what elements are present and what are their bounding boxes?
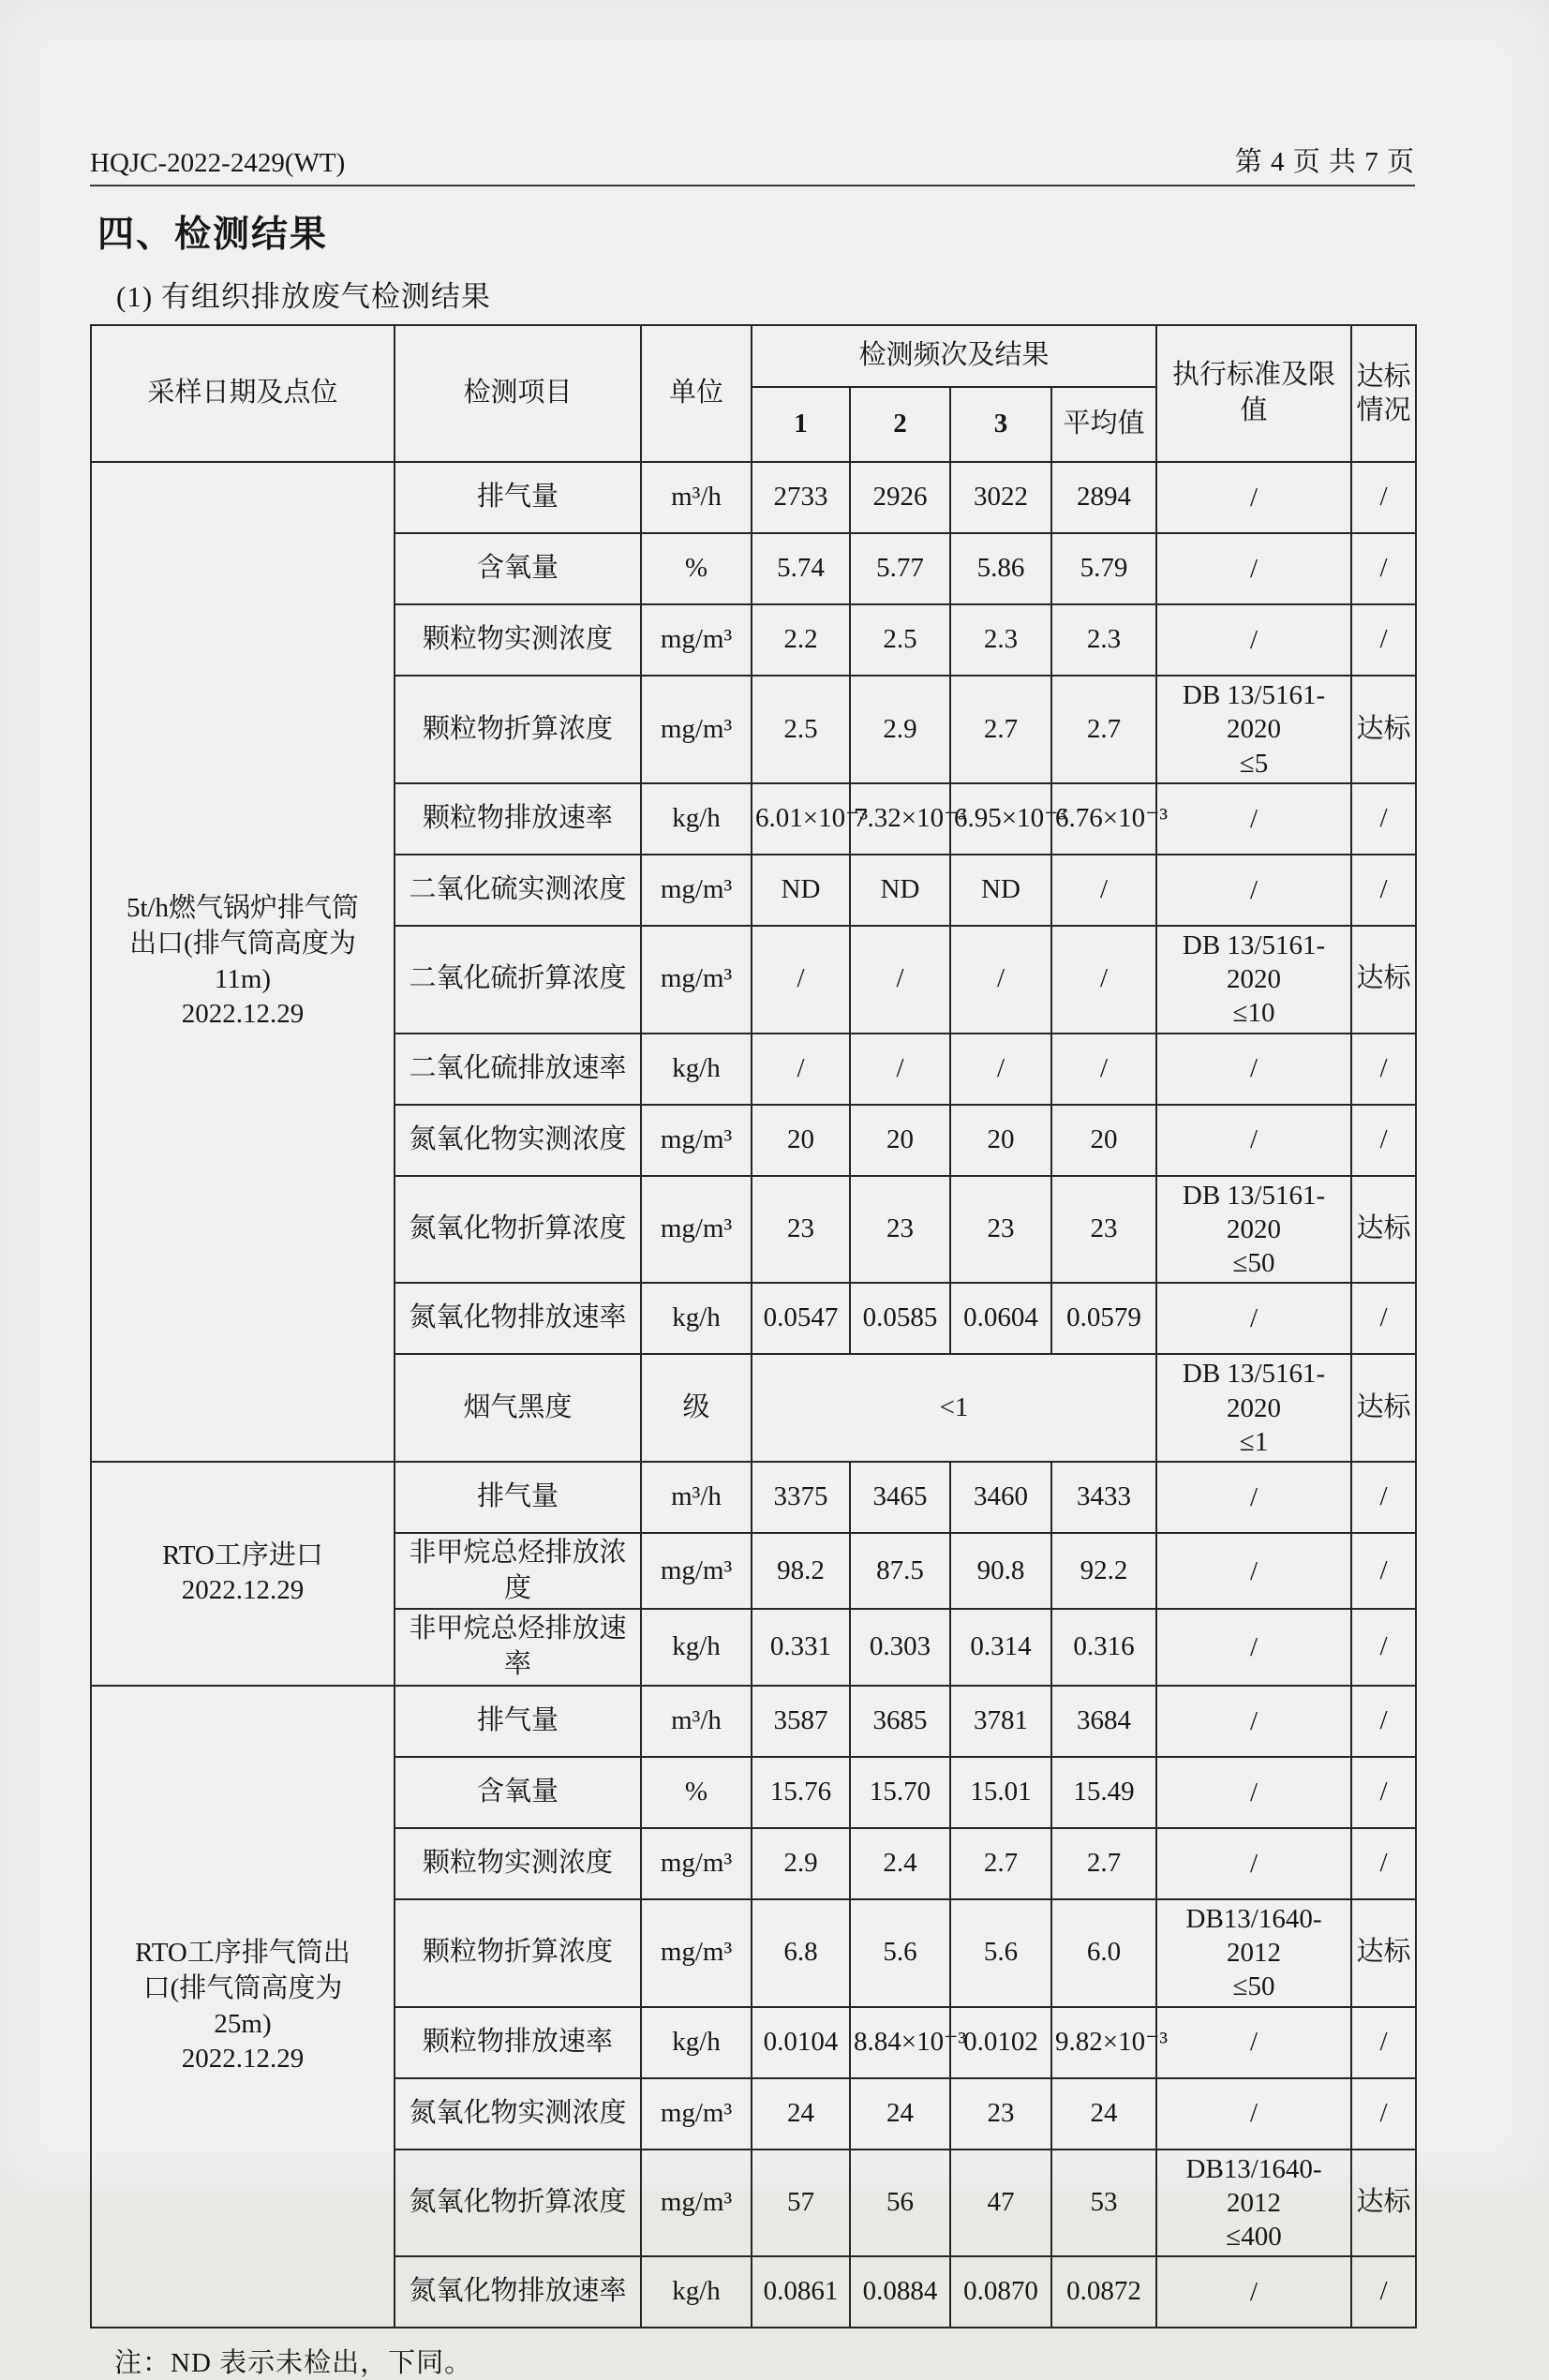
run-3-value-cell: 23	[950, 1176, 1051, 1284]
footnote: 注：ND 表示未检出，下同。	[114, 2348, 473, 2379]
compliance-cell: 达标	[1351, 1899, 1416, 2007]
subsection-title: (1) 有组织排放废气检测结果	[116, 280, 491, 313]
standard-cell	[1156, 1354, 1351, 1462]
run-3-value-cell: /	[950, 1034, 1051, 1105]
standard-cell	[1156, 1105, 1351, 1176]
standard-name: DB13/1640-2012	[1185, 1903, 1322, 1968]
run-2-value-cell: /	[850, 926, 950, 1034]
header-compliance-line2: 情况	[1356, 395, 1411, 425]
run-3-value-cell: 0.0604	[950, 1283, 1051, 1354]
run-3-value-cell: 0.0870	[950, 2256, 1051, 2328]
page-content	[90, 141, 1415, 2380]
header-compliance-line1: 达标	[1356, 361, 1411, 392]
standard-cell	[1156, 1757, 1351, 1828]
standard-cell	[1156, 533, 1351, 604]
compliance-cell: /	[1351, 2256, 1416, 2328]
compliance-cell: 达标	[1351, 676, 1416, 783]
run-1-value-cell: 0.0861	[752, 2256, 850, 2328]
run-2-value-cell: 87.5	[850, 1533, 950, 1609]
run-1-value-cell: /	[752, 1034, 850, 1105]
average-value-cell: 3433	[1051, 1462, 1156, 1533]
compliance-cell: 达标	[1351, 1176, 1416, 1284]
test-item-cell: 颗粒物实测浓度	[395, 604, 641, 676]
run-3-value-cell: 47	[950, 2149, 1051, 2257]
average-value-cell: 9.82×10⁻³	[1051, 2007, 1156, 2078]
run-1-value-cell: ND	[752, 855, 850, 926]
average-value-cell: /	[1051, 1034, 1156, 1105]
unit-cell: mg/m³	[641, 855, 752, 926]
standard-limit: ≤1	[1239, 1426, 1269, 1457]
test-item-cell: 颗粒物折算浓度	[395, 1899, 641, 2007]
test-item-cell: 氮氧化物实测浓度	[395, 2078, 641, 2149]
standard-limit: ≤400	[1226, 2222, 1282, 2252]
header-frequency-group: 检测频次及结果	[752, 325, 1156, 387]
compliance-cell: /	[1351, 1034, 1416, 1105]
unit-cell: mg/m³	[641, 1105, 752, 1176]
run-3-value-cell: 2.7	[950, 676, 1051, 783]
standard-cell	[1156, 462, 1351, 533]
run-3-value-cell: 6.95×10⁻³	[950, 783, 1051, 855]
sampling-location-cell: 5t/h燃气锅炉排气筒 出口(排气筒高度为 11m) 2022.12.29	[91, 462, 395, 1462]
unit-cell: mg/m³	[641, 676, 752, 783]
run-2-value-cell: 0.303	[850, 1609, 950, 1685]
run-1-value-cell: 6.01×10⁻³	[752, 783, 850, 855]
run-3-value-cell: 5.6	[950, 1899, 1051, 2007]
run-1-value-cell: 6.8	[752, 1899, 850, 2007]
unit-cell: mg/m³	[641, 1176, 752, 1284]
standard-cell	[1156, 1609, 1351, 1685]
run-3-value-cell: 3781	[950, 1686, 1051, 1757]
test-item-cell: 颗粒物排放速率	[395, 2007, 641, 2078]
run-1-value-cell: 2.9	[752, 1828, 850, 1899]
compliance-cell: /	[1351, 1686, 1416, 1757]
compliance-cell: /	[1351, 783, 1416, 855]
unit-cell: mg/m³	[641, 604, 752, 676]
header-compliance	[1351, 325, 1416, 462]
average-value-cell: 15.49	[1051, 1757, 1156, 1828]
results-table-body	[91, 462, 1416, 2328]
compliance-cell: /	[1351, 462, 1416, 533]
unit-cell: m³/h	[641, 462, 752, 533]
average-value-cell: 0.316	[1051, 1609, 1156, 1685]
compliance-cell: /	[1351, 855, 1416, 926]
run-2-value-cell: 24	[850, 2078, 950, 2149]
average-value-cell: 6.0	[1051, 1899, 1156, 2007]
test-item-cell: 排气量	[395, 462, 641, 533]
page-indicator: 第 4 页 共 7 页	[1234, 147, 1415, 177]
run-1-value-cell: 0.0547	[752, 1283, 850, 1354]
run-1-value-cell: 15.76	[752, 1757, 850, 1828]
compliance-cell: /	[1351, 1533, 1416, 1609]
unit-cell: mg/m³	[641, 926, 752, 1034]
average-value-cell: 24	[1051, 2078, 1156, 2149]
run-3-value-cell: /	[950, 926, 1051, 1034]
header-run-2: 2	[850, 387, 950, 462]
run-2-value-cell: /	[850, 1034, 950, 1105]
standard-cell	[1156, 1283, 1351, 1354]
run-2-value-cell: 23	[850, 1176, 950, 1284]
standard-name: /	[1249, 874, 1259, 905]
average-value-cell: 5.79	[1051, 533, 1156, 604]
page-header	[90, 141, 1415, 186]
standard-name: /	[1249, 1124, 1259, 1155]
standard-cell	[1156, 2078, 1351, 2149]
test-item-cell: 颗粒物实测浓度	[395, 1828, 641, 1899]
table-row	[91, 1462, 1416, 1533]
average-value-cell: /	[1051, 855, 1156, 926]
unit-cell: kg/h	[641, 1283, 752, 1354]
run-1-value-cell: 3375	[752, 1462, 850, 1533]
run-2-value-cell: 3685	[850, 1686, 950, 1757]
unit-cell: kg/h	[641, 2256, 752, 2328]
unit-cell: %	[641, 533, 752, 604]
run-3-value-cell: 0.314	[950, 1609, 1051, 1685]
run-1-value-cell: 23	[752, 1176, 850, 1284]
sampling-location-cell: RTO工序排气筒出 口(排气筒高度为 25m) 2022.12.29	[91, 1686, 395, 2328]
standard-name: /	[1249, 1481, 1259, 1512]
standard-cell	[1156, 1462, 1351, 1533]
run-3-value-cell: 3022	[950, 462, 1051, 533]
standard-name: /	[1249, 2027, 1259, 2058]
standard-name: /	[1249, 1303, 1259, 1334]
standard-name: /	[1249, 1555, 1259, 1586]
run-2-value-cell: 8.84×10⁻³	[850, 2007, 950, 2078]
run-1-value-cell: 0.331	[752, 1609, 850, 1685]
compliance-cell: /	[1351, 1609, 1416, 1685]
standard-limit: ≤50	[1232, 1248, 1275, 1278]
run-2-value-cell: 20	[850, 1105, 950, 1176]
standard-name: /	[1249, 624, 1259, 655]
standard-cell	[1156, 1034, 1351, 1105]
test-item-cell: 颗粒物折算浓度	[395, 676, 641, 783]
average-value-cell: 92.2	[1051, 1533, 1156, 1609]
test-item-cell: 二氧化硫排放速率	[395, 1034, 641, 1105]
run-2-value-cell: 0.0585	[850, 1283, 950, 1354]
header-row-1	[91, 325, 1416, 387]
standard-name: DB 13/5161-2020	[1182, 680, 1326, 745]
run-2-value-cell: 7.32×10⁻³	[850, 783, 950, 855]
header-sampling-location: 采样日期及点位	[91, 325, 395, 462]
test-item-cell: 氮氧化物排放速率	[395, 1283, 641, 1354]
header-unit: 单位	[641, 325, 752, 462]
results-table-head	[91, 325, 1416, 462]
test-item-cell: 非甲烷总烃排放速率	[395, 1609, 641, 1685]
unit-cell: mg/m³	[641, 1828, 752, 1899]
average-value-cell: /	[1051, 926, 1156, 1034]
compliance-cell: /	[1351, 2007, 1416, 2078]
standard-name: /	[1249, 1848, 1259, 1879]
run-3-value-cell: 20	[950, 1105, 1051, 1176]
compliance-cell: /	[1351, 1757, 1416, 1828]
standard-name: DB 13/5161-2020	[1182, 930, 1326, 994]
unit-cell: kg/h	[641, 1609, 752, 1685]
standard-name: /	[1249, 553, 1259, 584]
standard-cell	[1156, 2149, 1351, 2257]
compliance-cell: 达标	[1351, 1354, 1416, 1462]
standard-cell	[1156, 1686, 1351, 1757]
standard-cell	[1156, 855, 1351, 926]
unit-cell: m³/h	[641, 1686, 752, 1757]
standard-cell	[1156, 1176, 1351, 1284]
unit-cell: mg/m³	[641, 1533, 752, 1609]
standard-name: DB 13/5161-2020	[1182, 1359, 1326, 1423]
standard-cell	[1156, 1899, 1351, 2007]
run-3-value-cell: 90.8	[950, 1533, 1051, 1609]
test-item-cell: 氮氧化物实测浓度	[395, 1105, 641, 1176]
run-1-value-cell: 2.5	[752, 676, 850, 783]
standard-name: /	[1249, 1631, 1259, 1662]
standard-name: /	[1249, 2277, 1259, 2308]
test-item-cell: 二氧化硫折算浓度	[395, 926, 641, 1034]
standard-cell	[1156, 783, 1351, 855]
run-3-value-cell: 2.3	[950, 604, 1051, 676]
compliance-cell: 达标	[1351, 926, 1416, 1034]
unit-cell: mg/m³	[641, 2078, 752, 2149]
compliance-cell: /	[1351, 604, 1416, 676]
average-value-cell: 53	[1051, 2149, 1156, 2257]
unit-cell: kg/h	[641, 2007, 752, 2078]
run-3-value-cell: 15.01	[950, 1757, 1051, 1828]
average-value-cell: 23	[1051, 1176, 1156, 1284]
standard-name: /	[1249, 2098, 1259, 2129]
run-3-value-cell: 23	[950, 2078, 1051, 2149]
standard-limit: ≤50	[1232, 1971, 1275, 2002]
header-average: 平均值	[1051, 387, 1156, 462]
doc-number: HQJC-2022-2429(WT)	[90, 148, 346, 178]
run-2-value-cell: 56	[850, 2149, 950, 2257]
run-2-value-cell: 15.70	[850, 1757, 950, 1828]
run-1-value-cell: /	[752, 926, 850, 1034]
compliance-cell: /	[1351, 1283, 1416, 1354]
test-item-cell: 二氧化硫实测浓度	[395, 855, 641, 926]
run-1-value-cell: 5.74	[752, 533, 850, 604]
table-row	[91, 462, 1416, 533]
run-2-value-cell: 2.9	[850, 676, 950, 783]
average-value-cell: 20	[1051, 1105, 1156, 1176]
run-3-value-cell: 2.7	[950, 1828, 1051, 1899]
test-item-cell: 氮氧化物折算浓度	[395, 1176, 641, 1284]
run-2-value-cell: 5.6	[850, 1899, 950, 2007]
run-1-value-cell: 3587	[752, 1686, 850, 1757]
standard-name: DB13/1640-2012	[1185, 2153, 1322, 2218]
standard-cell	[1156, 1828, 1351, 1899]
results-table	[90, 324, 1417, 2328]
compliance-cell: /	[1351, 2078, 1416, 2149]
test-item-cell: 含氧量	[395, 1757, 641, 1828]
run-2-value-cell: 3465	[850, 1462, 950, 1533]
standard-name: /	[1249, 1053, 1259, 1084]
unit-cell: 级	[641, 1354, 752, 1462]
standard-cell	[1156, 2256, 1351, 2328]
average-value-cell: 2.7	[1051, 1828, 1156, 1899]
run-3-value-cell: 0.0102	[950, 2007, 1051, 2078]
run-1-value-cell: 24	[752, 2078, 850, 2149]
average-value-cell: 0.0872	[1051, 2256, 1156, 2328]
average-value-cell: 0.0579	[1051, 1283, 1156, 1354]
run-2-value-cell: 2.4	[850, 1828, 950, 1899]
average-value-cell: 2.7	[1051, 676, 1156, 783]
run-2-value-cell: 2926	[850, 462, 950, 533]
run-1-value-cell: 98.2	[752, 1533, 850, 1609]
run-3-value-cell: ND	[950, 855, 1051, 926]
compliance-cell: /	[1351, 1828, 1416, 1899]
standard-name: DB 13/5161-2020	[1182, 1180, 1326, 1244]
run-1-value-cell: 57	[752, 2149, 850, 2257]
test-item-cell: 排气量	[395, 1462, 641, 1533]
run-2-value-cell: ND	[850, 855, 950, 926]
unit-cell: kg/h	[641, 783, 752, 855]
run-2-value-cell: 2.5	[850, 604, 950, 676]
test-item-cell: 颗粒物排放速率	[395, 783, 641, 855]
standard-name: /	[1249, 1705, 1259, 1736]
test-item-cell: 烟气黑度	[395, 1354, 641, 1462]
test-item-cell: 排气量	[395, 1686, 641, 1757]
standard-cell	[1156, 926, 1351, 1034]
standard-cell	[1156, 2007, 1351, 2078]
run-1-value-cell: 2733	[752, 462, 850, 533]
unit-cell: mg/m³	[641, 1899, 752, 2007]
average-value-cell: 2.3	[1051, 604, 1156, 676]
average-value-cell: 2894	[1051, 462, 1156, 533]
standard-name: /	[1249, 1777, 1259, 1807]
section-title: 四、检测结果	[97, 215, 329, 255]
standard-cell	[1156, 1533, 1351, 1609]
run-1-value-cell: 0.0104	[752, 2007, 850, 2078]
unit-cell: m³/h	[641, 1462, 752, 1533]
run-3-value-cell: 3460	[950, 1462, 1051, 1533]
compliance-cell: /	[1351, 1462, 1416, 1533]
test-item-cell: 氮氧化物排放速率	[395, 2256, 641, 2328]
table-row	[91, 1686, 1416, 1757]
average-value-cell: 6.76×10⁻³	[1051, 783, 1156, 855]
compliance-cell: /	[1351, 533, 1416, 604]
header-test-item: 检测项目	[395, 325, 641, 462]
test-item-cell: 氮氧化物折算浓度	[395, 2149, 641, 2257]
standard-name: /	[1249, 803, 1259, 834]
unit-cell: mg/m³	[641, 2149, 752, 2257]
run-3-value-cell: 5.86	[950, 533, 1051, 604]
unit-cell: kg/h	[641, 1034, 752, 1105]
header-standard: 执行标准及限值	[1156, 325, 1351, 462]
compliance-cell: 达标	[1351, 2149, 1416, 2257]
merged-value-cell: <1	[752, 1354, 1156, 1462]
standard-limit: ≤5	[1239, 748, 1269, 779]
unit-cell: %	[641, 1757, 752, 1828]
test-item-cell: 含氧量	[395, 533, 641, 604]
standard-cell	[1156, 604, 1351, 676]
run-2-value-cell: 0.0884	[850, 2256, 950, 2328]
run-1-value-cell: 2.2	[752, 604, 850, 676]
standard-name: /	[1249, 482, 1259, 513]
header-run-3: 3	[950, 387, 1051, 462]
compliance-cell: /	[1351, 1105, 1416, 1176]
standard-cell	[1156, 676, 1351, 783]
test-item-cell: 非甲烷总烃排放浓度	[395, 1533, 641, 1609]
standard-limit: ≤10	[1232, 998, 1275, 1029]
run-2-value-cell: 5.77	[850, 533, 950, 604]
header-run-1: 1	[752, 387, 850, 462]
average-value-cell: 3684	[1051, 1686, 1156, 1757]
run-1-value-cell: 20	[752, 1105, 850, 1176]
sampling-location-cell: RTO工序进口 2022.12.29	[91, 1462, 395, 1686]
